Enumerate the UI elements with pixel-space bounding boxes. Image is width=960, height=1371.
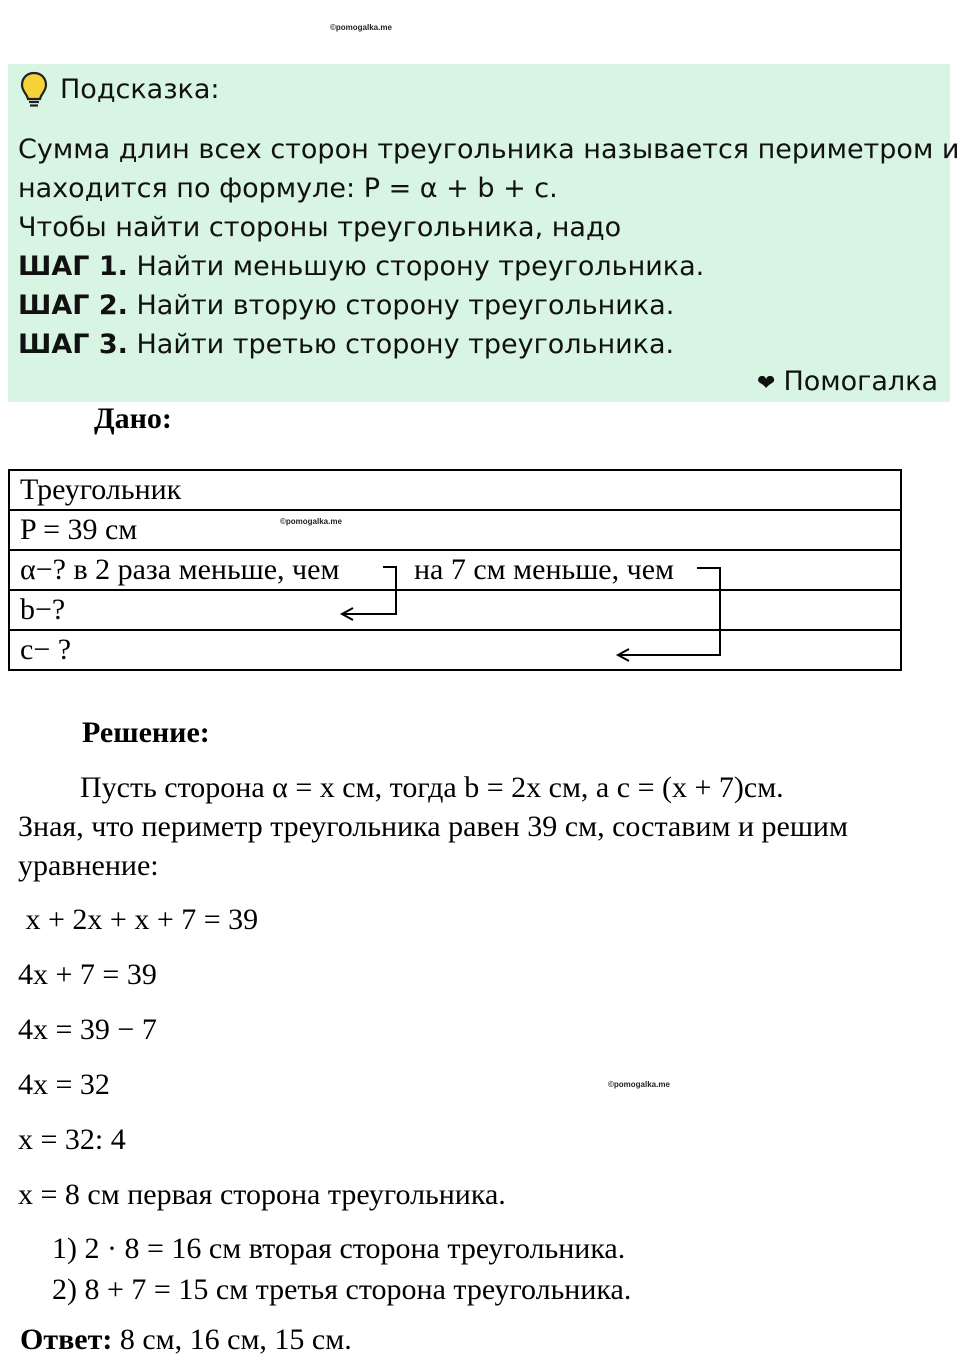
solution-title: Решение: bbox=[82, 716, 210, 749]
given-row: P = 39 см bbox=[9, 510, 901, 550]
hint-line: Сумма длин всех сторон треугольника называется периметром и bbox=[18, 134, 960, 165]
answer-text: 8 см, 16 см, 15 см. bbox=[119, 1323, 352, 1356]
paragraph-line: Пусть сторона α = x см, тогда b = 2x см, а c = (x + 7)см. bbox=[80, 771, 784, 804]
step-text: Найти меньшую сторону треугольника. bbox=[136, 251, 705, 282]
step-label: ШАГ 1. bbox=[18, 251, 128, 282]
given-row: c− ? bbox=[9, 630, 901, 670]
given-row: Треугольник bbox=[9, 470, 901, 510]
hint-line: Чтобы найти стороны треугольника, надо bbox=[18, 212, 622, 243]
heart-icon: ❤ bbox=[757, 371, 776, 396]
watermark-top: ©pomogalka.me bbox=[330, 23, 392, 32]
hint-line: находится по формуле: P = α + b + c. bbox=[18, 173, 558, 204]
equation: 4x + 7 = 39 bbox=[18, 958, 157, 991]
given-row-a: α−? в 2 раза меньше, чем bbox=[20, 553, 340, 586]
arrow-a-to-c bbox=[618, 568, 720, 655]
given-title: Дано: bbox=[94, 402, 172, 435]
solution-paragraph bbox=[18, 768, 918, 885]
hint-title: Подсказка: bbox=[60, 74, 220, 105]
step-label: ШАГ 2. bbox=[18, 290, 128, 321]
step-label: ШАГ 3. bbox=[18, 329, 128, 360]
brand-name: Помогалка bbox=[783, 366, 938, 397]
arrow-a-to-b bbox=[342, 567, 396, 614]
answer-label: Ответ: bbox=[20, 1323, 113, 1356]
equation: 4x = 32 bbox=[18, 1068, 110, 1101]
equation: x + 2x + x + 7 = 39 bbox=[18, 903, 259, 936]
step-text: Найти вторую сторону треугольника. bbox=[136, 290, 675, 321]
solution-step: 2) 8 + 7 = 15 см третья сторона треугольника. bbox=[52, 1273, 632, 1306]
step-text: Найти третью сторону треугольника. bbox=[136, 329, 675, 360]
watermark-low: ©pomogalka.me bbox=[608, 1080, 670, 1089]
answer bbox=[20, 1323, 352, 1357]
equation: 4x = 39 − 7 bbox=[18, 1013, 157, 1046]
equation: x = 32: 4 bbox=[18, 1123, 126, 1156]
paragraph-rest: Зная, что периметр треугольника равен 39 см, составим и решим уравнение: bbox=[18, 810, 848, 882]
equation: x = 8 см первая сторона треугольника. bbox=[18, 1178, 506, 1211]
given-row-a-extra: на 7 см меньше, чем bbox=[414, 553, 675, 586]
given-row: b−? bbox=[9, 590, 901, 630]
solution-step: 1) 2 · 8 = 16 см вторая сторона треугольника. bbox=[52, 1232, 626, 1265]
watermark-mid: ©pomogalka.me bbox=[280, 517, 342, 526]
